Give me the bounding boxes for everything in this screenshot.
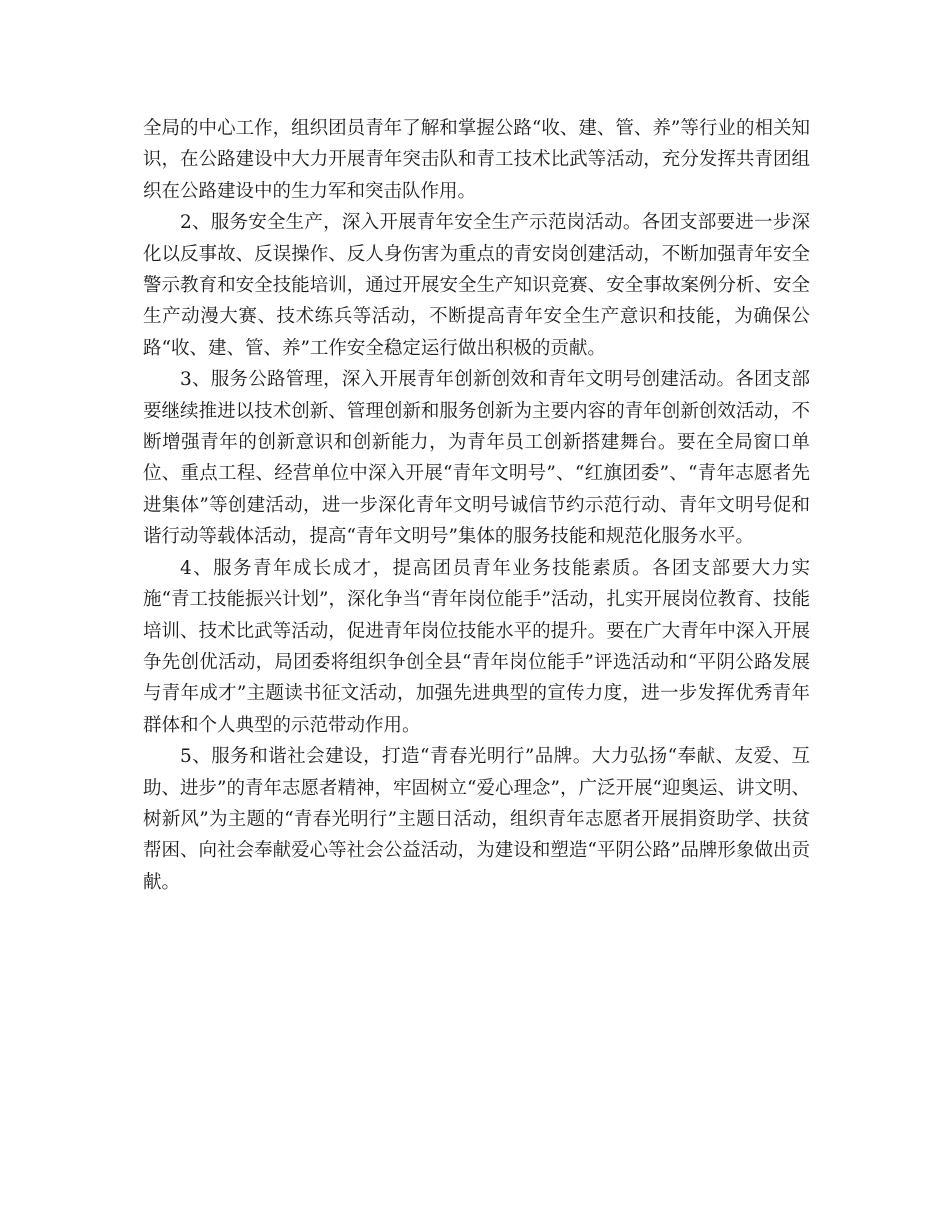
paragraph-item-3: 3、服务公路管理，深入开展青年创新创效和青年文明号创建活动。各团支部要继续推进以技术创新、管理创新和服务创新为主要内容的青年创新创效活动，不断增强青年的创新意识和创新能力，为青年员工创新搭建舞台。要在全局窗口单位、重点工程、经营单位中深入开展“青年文明号”、“红旗团委”、“青年志愿者先进集体”等创建活动，进一步深化青年文明号诚信节约示范行动、青年文明号促和谐行动等载体活动，提高“青年文明号”集体的服务技能和规范化服务水平。: [143, 369, 810, 548]
document-body: [143, 113, 810, 898]
paragraph-item-5: 5、服务和谐社会建设，打造“青春光明行”品牌。大力弘扬“奉献、友爱、互助、进步”的青年志愿者精神，牢固树立“爱心理念”，广泛开展“迎奥运、讲文明、树新风”为主题的“青春光明行”主题日活动，组织青年志愿者开展捐资助学、扶贫帮困、向社会奉献爱心等社会公益活动，为建设和塑造“平阴公路”品牌形象做出贡献。: [143, 746, 810, 893]
paragraph-item-2: 2、服务安全生产，深入开展青年安全生产示范岗活动。各团支部要进一步深化以反事故、反误操作、反人身伤害为重点的青安岗创建活动，不断加强青年安全警示教育和安全技能培训，通过开展安全生产知识竞赛、安全事故案例分析、安全生产动漫大赛、技术练兵等活动，不断提高青年安全生产意识和技能，为确保公路“收、建、管、养”工作安全稳定运行做出积极的贡献。: [143, 212, 810, 359]
paragraph-item-4: 4、服务青年成长成才，提高团员青年业务技能素质。各团支部要大力实施“青工技能振兴计划”，深化争当“青年岗位能手”活动，扎实开展岗位教育、技能培训、技术比武等活动，促进青年岗位技能水平的提升。要在广大青年中深入开展争先创优活动，局团委将组织争创全县“青年岗位能手”评选活动和“平阴公路发展与青年成才”主题读书征文活动，加强先进典型的宣传力度，进一步发挥优秀青年群体和个人典型的示范带动作用。: [143, 557, 810, 736]
paragraph-continuation: 全局的中心工作，组织团员青年了解和掌握公路“收、建、管、养”等行业的相关知识，在公路建设中大力开展青年突击队和青工技术比武等活动，充分发挥共青团组织在公路建设中的生力军和突击队作用。: [143, 118, 810, 202]
